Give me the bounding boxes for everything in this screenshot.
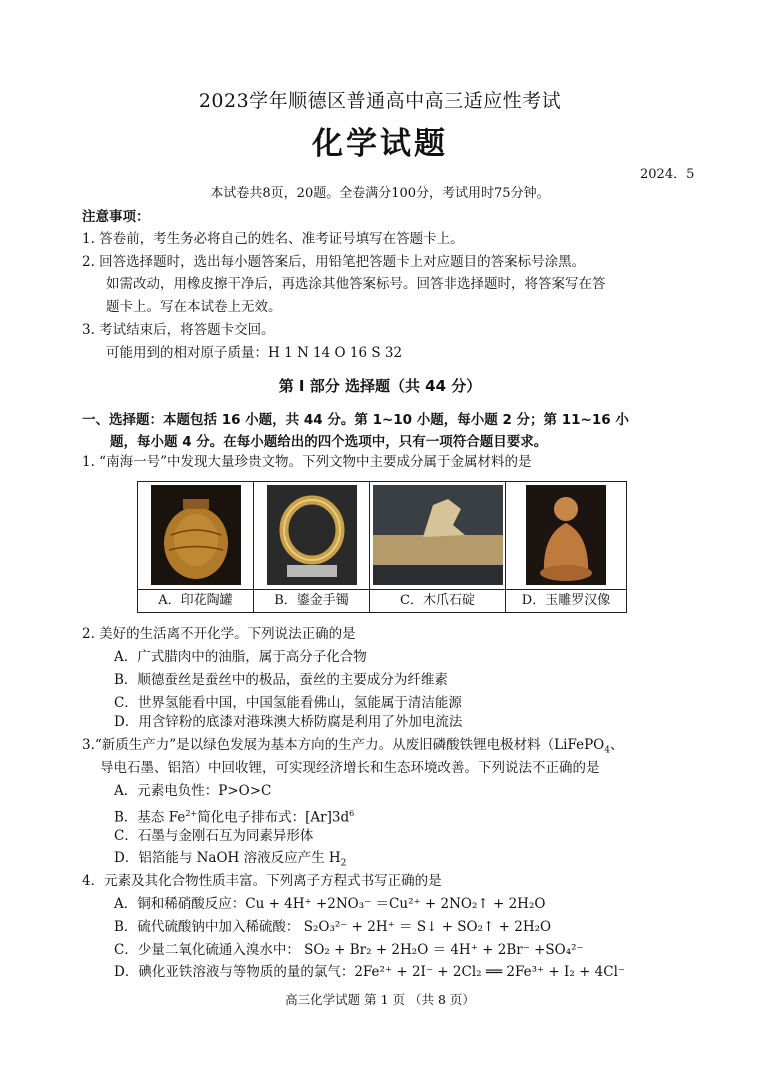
notice-item-1: 1. 答卷前，考生务必将自己的姓名、准考证号填写在答题卡上。 <box>82 231 464 247</box>
q3-d-sub: 2 <box>340 858 347 869</box>
q3-stem1-sub: 4 <box>604 745 610 756</box>
question-3-stem-2: 导电石墨、铝箔）中回收锂，可实现经济增长和生态环境改善。下列说法不正确的是 <box>100 760 600 776</box>
exam-intro: 本试卷共8页，20题。全卷满分100分，考试用时75分钟。 <box>210 186 550 201</box>
question-4-option-b: B．硫代硫酸钠中加入稀硫酸： S₂O₃²⁻ + 2H⁺ ＝ S↓ + SO₂↑ + 2H₂O <box>114 919 552 935</box>
question-4-option-c: C．少量二氧化硫通入溴水中： SO₂ + Br₂ + 2H₂O ＝ 4H⁺ + 2Br⁻ +SO₄²⁻ <box>114 942 584 958</box>
question-4-option-d: D．碘化亚铁溶液与等物质的量的氯气：2Fe²⁺ + 2I⁻ + 2Cl₂ ══ 2Fe³⁺ + I₂ + 4Cl⁻ <box>114 964 626 980</box>
exam-title-subject: 化学试题 <box>312 126 448 162</box>
page-footer: 高三化学试题 第 1 页 （共 8 页） <box>285 992 475 1007</box>
section-instruction-1: 一、选择题：本题包括 16 小题，共 44 分。第 1~10 小题，每小题 2 分；第 11~16 小 <box>82 412 629 428</box>
q3-b-sup2: 6 <box>349 809 355 818</box>
artifact-label-a: A．印花陶罐 <box>138 589 253 612</box>
artifact-cell-a <box>138 482 254 613</box>
notice-item-2-cont: 如需改动，用橡皮擦干净后，再选涂其他答案标号。回答非选择题时，将答案写在答 <box>106 276 606 292</box>
section-instruction-2: 题，每小题 4 分。在每小题给出的四个选项中，只有一项符合题目要求。 <box>110 434 548 450</box>
exam-date: 2024．5 <box>640 167 695 182</box>
question-2-option-a: A．广式腊肉中的油脂，属于高分子化合物 <box>114 649 367 665</box>
q3-b-mid: 简化电子排布式：[Ar]3d <box>197 809 350 826</box>
q3-b-sup: 2+ <box>185 809 198 818</box>
gilt-bracelet-image <box>267 485 357 585</box>
artifact-label-b: B．鎏金手镯 <box>254 589 369 612</box>
exam-title-line1: 2023学年顺德区普通高中高三适应性考试 <box>198 90 562 112</box>
question-1-stem: 1. “南海一号”中发现大量珍贵文物。下列文物中主要成分属于金属材料的是 <box>82 454 532 470</box>
question-3-option-b <box>114 804 354 828</box>
question-4-option-a: A．铜和稀硝酸反应：Cu + 4H⁺ +2NO₃⁻ ＝Cu²⁺ + 2NO₂↑ + 2H₂O <box>114 896 546 912</box>
jade-arhat-statue-image <box>526 485 606 585</box>
question-4-stem: 4．元素及其化合物性质丰富。下列离子方程式书写正确的是 <box>82 873 442 889</box>
artifact-table <box>137 481 627 613</box>
question-2-option-c: C．世界氢能看中国，中国氢能看佛山，氢能属于清洁能源 <box>114 695 462 711</box>
pottery-jar-image <box>151 485 241 585</box>
section-title: 第 I 部分 选择题（共 44 分） <box>278 377 482 395</box>
atomic-masses: 可能用到的相对原子质量：H 1 N 14 O 16 S 32 <box>106 345 403 361</box>
artifact-label-c: C．木爪石碇 <box>370 589 505 612</box>
question-3-option-d <box>114 848 346 874</box>
question-2-stem: 2. 美好的生活离不开化学。下列说法正确的是 <box>82 626 356 642</box>
q3-stem1-text: 3.“新质生产力”是以绿色发展为基本方向的生产力。从废旧磷酸铁锂电极材料（LiFePO <box>82 737 605 753</box>
notice-item-2: 2. 回答选择题时，选出每小题答案后，用铅笔把答题卡上对应题目的答案标号涂黑。 <box>82 254 586 270</box>
question-2-option-b: B．顺德蚕丝是蚕丝中的极品，蚕丝的主要成分为纤维素 <box>114 672 448 688</box>
wooden-anchor-stone-image <box>373 485 503 585</box>
q3-b-pre: B．基态 Fe <box>114 809 186 826</box>
artifact-cell-d <box>506 482 627 613</box>
notice-item-3: 3. 考试结束后，将答题卡交回。 <box>82 322 275 338</box>
question-3-stem-1 <box>82 735 623 761</box>
question-3-option-a: A．元素电负性：P>O>C <box>114 783 272 799</box>
question-3-option-c: C．石墨与金刚石互为同素异形体 <box>114 828 314 844</box>
question-2-option-d: D．用含锌粉的底漆对港珠澳大桥防腐是利用了外加电流法 <box>114 714 463 730</box>
artifact-cell-c <box>370 482 506 613</box>
artifact-cell-b <box>254 482 370 613</box>
q3-d-pre: D．铝箔能与 NaOH 溶液反应产生 H <box>114 850 341 866</box>
artifact-label-d: D．玉雕罗汉像 <box>506 589 626 612</box>
notice-item-2-end: 题卡上。写在本试卷上无效。 <box>106 299 282 315</box>
q3-stem1-end: 、 <box>609 737 624 753</box>
notice-heading: 注意事项： <box>82 209 150 225</box>
